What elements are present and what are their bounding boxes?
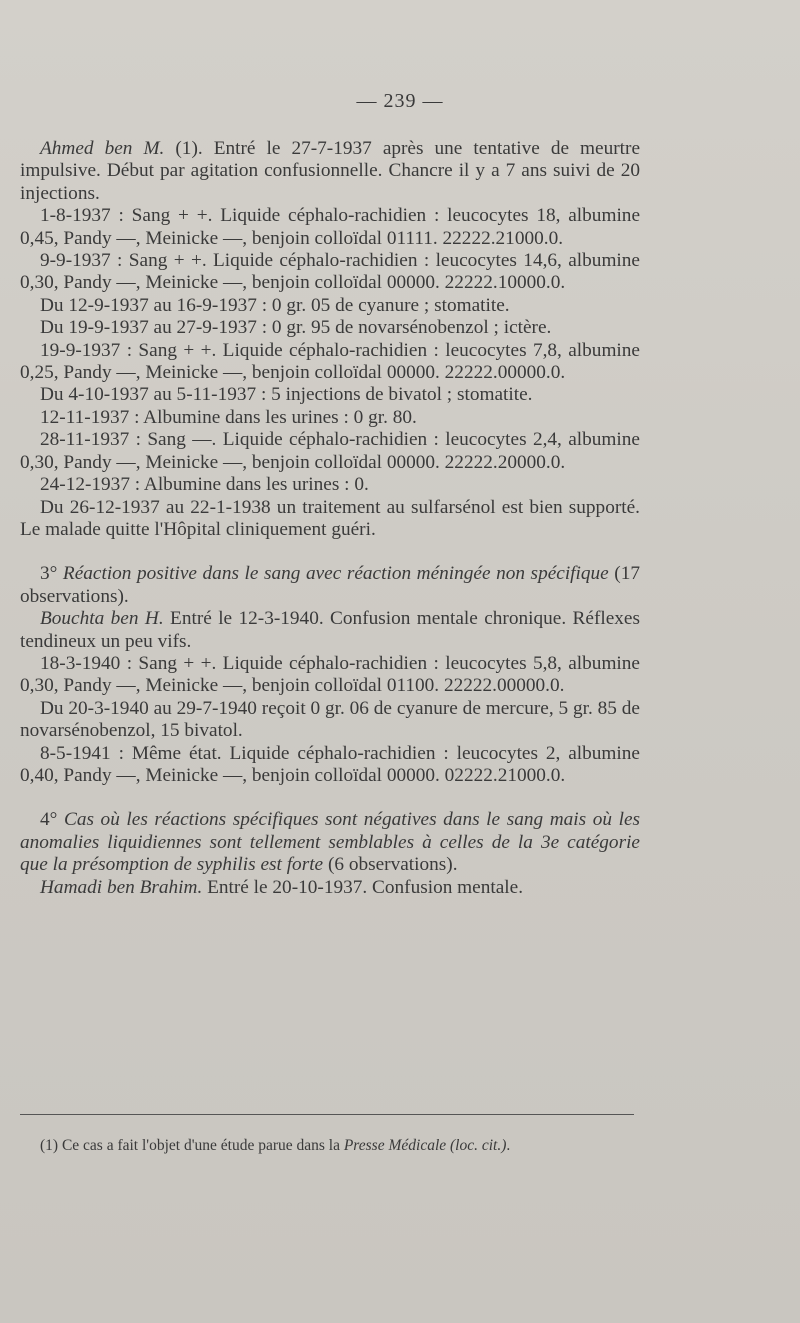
patient-name: Hamadi ben Brahim. <box>40 876 203 898</box>
section-heading: 3° Réaction positive dans le sang avec réaction méningée non spécifique (17 observations). <box>20 563 640 607</box>
paragraph: Du 20-3-1940 au 29-7-1940 reçoit 0 gr. 06 de cyanure de mercure, 5 gr. 85 de novarsénobenzol, 15 bivatol. <box>20 697 640 742</box>
body-text <box>20 138 640 899</box>
paragraph: Du 26-12-1937 au 22-1-1938 un traitement au sulfarsénol est bien supporté. Le malade quitte l'Hôpital cliniquement guéri. <box>20 496 640 540</box>
paragraph: Ahmed ben M. (1). Entré le 27-7-1937 après une tentative de meurtre impulsive. Début par agitation confusionnelle. Chancre il y a 7 ans suivi de 20 injections. <box>20 138 641 204</box>
patient-name: Bouchta ben H. <box>40 608 164 630</box>
paragraph: Bouchta ben H. Entré le 12-3-1940. Confusion mentale chronique. Réflexes tendineux un peu vifs. <box>20 608 640 652</box>
paragraph: 19-9-1937 : Sang + +. Liquide céphalo-rachidien : leucocytes 7,8, albumine 0,25, Pandy —, Meinicke —, benjoin colloïdal 00000. 22222.00000.0. <box>20 339 640 384</box>
paragraph: 28-11-1937 : Sang —. Liquide céphalo-rachidien : leucocytes 2,4, albumine 0,30, Pandy —, Meinicke —, benjoin colloïdal 00000. 22222.20000.0. <box>20 429 640 473</box>
journal-title: Presse Médicale <box>343 1137 447 1154</box>
paragraph: Hamadi ben Brahim. Entré le 20-10-1937. Confusion mentale. <box>40 876 524 898</box>
paragraph: 12-11-1937 : Albumine dans les urines : 0 gr. 80. <box>40 406 417 428</box>
paragraph: Du 12-9-1937 au 16-9-1937 : 0 gr. 05 de cyanure ; stomatite. <box>40 294 510 316</box>
paragraph: Du 4-10-1937 au 5-11-1937 : 5 injections de bivatol ; stomatite. <box>40 384 533 406</box>
paragraph: 24-12-1937 : Albumine dans les urines : 0. <box>40 474 369 496</box>
paragraph: 8-5-1941 : Même état. Liquide céphalo-rachidien : leucocytes 2, albumine 0,40, Pandy —, Meinicke —, benjoin colloïdal 00000. 02222.21000.0. <box>20 742 640 786</box>
page-number: — 239 — <box>356 90 444 112</box>
section-heading: 4° Cas où les réactions spécifiques sont négatives dans le sang mais où les anomalies liquidiennes sont tellement semblables à celles de la 3e catégorie que la présomption de syphilis est forte (6 observations). <box>20 809 641 876</box>
patient-name: Ahmed ben M. <box>40 138 165 159</box>
paragraph: 1-8-1937 : Sang + +. Liquide céphalo-rachidien : leucocytes 18, albumine 0,45, Pandy —, Meinicke —, benjoin colloïdal 01111. 22222.21000.0. <box>20 205 640 249</box>
paragraph: 18-3-1940 : Sang + +. Liquide céphalo-rachidien : leucocytes 5,8, albumine 0,30, Pandy —, Meinicke —, benjoin colloïdal 01100. 22222.00000.0. <box>20 652 640 697</box>
paragraph: 9-9-1937 : Sang + +. Liquide céphalo-rachidien : leucocytes 14,6, albumine 0,30, Pandy —, Meinicke —, benjoin colloïdal 00000. 22222.10000.0. <box>20 250 640 294</box>
paragraph: Du 19-9-1937 au 27-9-1937 : 0 gr. 95 de novarsénobenzol ; ictère. <box>40 317 552 339</box>
footnote: (1) Ce cas a fait l'objet d'une étude parue dans la Presse Médicale (loc. cit.). <box>40 1137 511 1154</box>
footnote-divider <box>20 1114 634 1115</box>
